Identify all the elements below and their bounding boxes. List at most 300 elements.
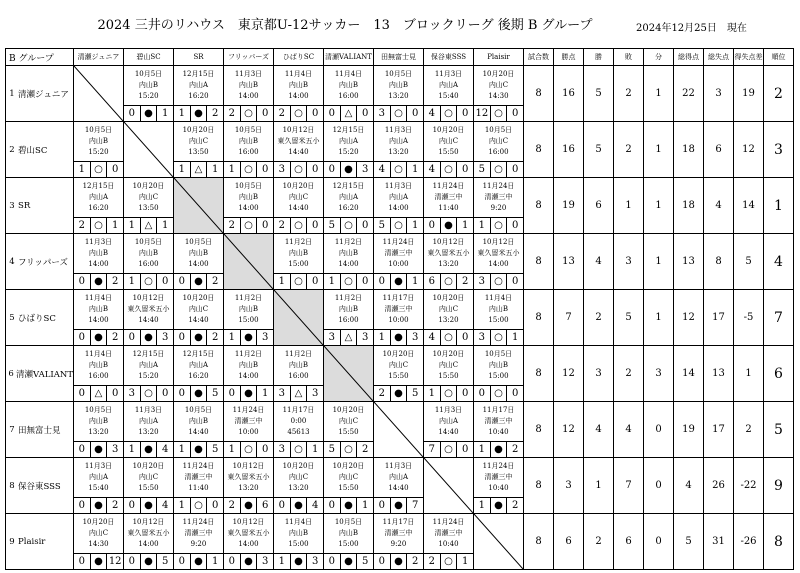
team-number: 9 (9, 536, 15, 547)
goals-against: 0 (111, 164, 119, 175)
team-number: 7 (9, 424, 15, 435)
goals-for: 2 (374, 386, 391, 401)
team-name-cell (6, 234, 74, 290)
goals-for: 1 (174, 106, 191, 121)
goals-against: 0 (261, 164, 269, 175)
rank-cell: 4 (764, 234, 794, 290)
match-venue: 東久留米五小 (227, 473, 270, 481)
match-time: 9:20 (190, 540, 207, 548)
goals-for: 1 (374, 330, 391, 345)
match-date: 10月20日 (482, 70, 515, 78)
goals-for: 2 (74, 218, 91, 233)
team-number: 8 (9, 480, 15, 491)
match-time: 13:20 (138, 428, 159, 436)
match-cell (274, 402, 324, 458)
stat-cell: 8 (524, 66, 554, 122)
goals-for: 0 (124, 106, 141, 121)
match-time: 10:00 (238, 428, 259, 436)
stat-cell: 8 (524, 514, 554, 570)
goals-for: 1 (124, 274, 141, 289)
goals-against: 3 (161, 332, 169, 343)
goals-for: 3 (324, 330, 341, 345)
goals-for: 0 (474, 386, 491, 401)
result-mark: ● (391, 386, 408, 401)
stat-cell: 1 (614, 178, 644, 234)
result-mark: ○ (491, 162, 508, 177)
match-cell (124, 66, 174, 122)
result-mark: ○ (441, 442, 458, 457)
match-date: 11月3日 (384, 126, 413, 134)
match-cell (424, 66, 474, 122)
goals-for: 2 (274, 218, 291, 233)
result-mark: ● (341, 554, 358, 569)
stat-cell: 4 (674, 458, 704, 514)
match-date: 11月2日 (234, 294, 263, 302)
goals-for: 1 (224, 162, 241, 177)
goals-against: 1 (161, 108, 169, 119)
match-cell (124, 178, 174, 234)
result-mark: △ (91, 386, 108, 401)
goals-against: 0 (311, 164, 319, 175)
match-cell (124, 234, 174, 290)
stat-cell: 7 (614, 458, 644, 514)
match-cell (374, 346, 424, 402)
team-name: 清瀬ジュニア (18, 89, 69, 100)
result-mark: ● (291, 554, 308, 569)
result-mark: ● (141, 106, 158, 121)
match-venue: 内山B (388, 81, 409, 89)
match-date: 10月12日 (232, 518, 265, 526)
goals-for: 1 (324, 274, 341, 289)
goals-for: 12 (474, 106, 491, 121)
as-of-date: 2024年12月25日 現在 (636, 23, 747, 34)
result-mark: ○ (141, 386, 158, 401)
result-mark: ● (141, 554, 158, 569)
match-venue: 東久留米五小 (127, 305, 170, 313)
match-venue: 東久留米五小 (277, 137, 320, 145)
goals-against: 4 (161, 444, 169, 455)
match-venue: 内山B (288, 361, 309, 369)
match-date: 11月3日 (434, 70, 463, 78)
stat-cell: 26 (704, 458, 734, 514)
team-name-cell (6, 346, 74, 402)
result-mark: ○ (241, 442, 258, 457)
match-time: 15:50 (438, 148, 459, 156)
result-mark: △ (341, 106, 358, 121)
match-date: 11月3日 (84, 462, 113, 470)
match-cell (474, 178, 524, 234)
match-time: 14:00 (488, 260, 509, 268)
match-cell (374, 178, 424, 234)
goals-against: 1 (161, 220, 169, 231)
match-date: 11月3日 (384, 182, 413, 190)
goals-for: 0 (374, 274, 391, 289)
match-time: 15:00 (338, 540, 359, 548)
match-cell (474, 290, 524, 346)
match-date: 10月20日 (132, 182, 165, 190)
match-venue: 東久留米五小 (477, 249, 520, 257)
result-mark: ● (191, 442, 208, 457)
match-venue: 内山C (438, 305, 459, 313)
team-number: 2 (9, 144, 15, 155)
result-mark: ○ (241, 106, 258, 121)
goals-for: 3 (374, 106, 391, 121)
goals-against: 2 (361, 444, 369, 455)
match-time: 13:20 (288, 484, 309, 492)
match-time: 10:00 (388, 316, 409, 324)
match-time: 15:00 (288, 540, 309, 548)
table-row (6, 66, 794, 122)
stat-cell: -26 (734, 514, 764, 570)
match-time: 13:50 (188, 148, 209, 156)
match-time: 13:20 (438, 260, 459, 268)
table-row (6, 346, 794, 402)
match-time: 14:40 (138, 316, 159, 324)
goals-against: 3 (361, 164, 369, 175)
column-header-team: ひばりSC (274, 49, 324, 66)
goals-for: 0 (324, 554, 341, 569)
match-time: 14:00 (288, 92, 309, 100)
goals-for: 3 (274, 442, 291, 457)
stat-cell: 14 (734, 178, 764, 234)
match-time: 11:40 (438, 204, 459, 212)
match-date: 10月20日 (432, 126, 465, 134)
match-cell (224, 66, 274, 122)
match-venue: 内山B (138, 249, 159, 257)
result-mark: ○ (291, 218, 308, 233)
goals-against: 0 (511, 164, 519, 175)
match-venue: 内山A (88, 193, 109, 201)
result-mark: ○ (441, 386, 458, 401)
match-cell (474, 234, 524, 290)
result-mark: ● (441, 218, 458, 233)
goals-for: 2 (224, 498, 241, 513)
match-venue: 内山A (188, 81, 209, 89)
result-mark: ● (341, 498, 358, 513)
match-venue: 清瀬三中 (484, 193, 513, 201)
stat-cell: 12 (554, 402, 584, 458)
stat-cell: 3 (584, 346, 614, 402)
match-date: 10月20日 (182, 294, 215, 302)
goals-against: 0 (511, 220, 519, 231)
match-date: 10月20日 (332, 462, 365, 470)
goals-against: 1 (511, 332, 519, 343)
result-mark: ● (491, 498, 508, 513)
result-mark: ○ (341, 442, 358, 457)
match-venue: 内山C (488, 137, 509, 145)
table-row (6, 402, 794, 458)
match-cell (324, 66, 374, 122)
match-date: 10月12日 (482, 238, 515, 246)
match-cell (374, 122, 424, 178)
match-date: 10月5日 (134, 70, 163, 78)
match-time: 14:00 (88, 260, 109, 268)
match-venue: 東久留米五小 (227, 529, 270, 537)
team-name: 碧山SC (18, 145, 48, 156)
goals-for: 0 (174, 330, 191, 345)
goals-for: 0 (174, 386, 191, 401)
result-mark: ● (91, 274, 108, 289)
result-mark: ● (91, 330, 108, 345)
goals-for: 1 (174, 442, 191, 457)
column-header-team: SR (174, 49, 224, 66)
team-number: 3 (9, 200, 15, 211)
match-venue: 東久留米五小 (127, 529, 170, 537)
match-time: 15:50 (338, 484, 359, 492)
match-time: 15:50 (438, 372, 459, 380)
match-date: 12月15日 (182, 70, 215, 78)
group-label: B グループ (6, 49, 74, 66)
match-venue: 内山B (238, 81, 259, 89)
match-venue: 内山A (138, 361, 159, 369)
match-time: 15:20 (138, 92, 159, 100)
stat-cell: 0 (644, 458, 674, 514)
match-venue: 清瀬三中 (384, 249, 413, 257)
result-mark: ● (191, 274, 208, 289)
match-time: 13:20 (238, 484, 259, 492)
goals-for: 0 (224, 386, 241, 401)
stat-cell: 3 (704, 66, 734, 122)
match-cell (224, 346, 274, 402)
match-date: 11月3日 (434, 406, 463, 414)
stat-cell: 16 (554, 122, 584, 178)
match-venue: 内山B (238, 361, 259, 369)
stat-cell: 8 (704, 234, 734, 290)
goals-against: 1 (311, 444, 319, 455)
stat-cell: 0 (644, 514, 674, 570)
result-mark: ○ (291, 274, 308, 289)
match-cell (124, 346, 174, 402)
column-header-stat: 勝 (584, 49, 614, 66)
goals-against: 0 (361, 276, 369, 287)
match-venue: 内山B (188, 249, 209, 257)
match-date: 10月20日 (82, 518, 115, 526)
match-cell (224, 514, 274, 570)
match-date: 10月5日 (134, 238, 163, 246)
stat-cell: 6 (614, 514, 644, 570)
match-time: 14:00 (138, 540, 159, 548)
match-time: 16:00 (88, 372, 109, 380)
match-time: 15:00 (488, 316, 509, 324)
match-time: 15:50 (388, 372, 409, 380)
match-time: 14:00 (338, 260, 359, 268)
match-date: 10月12日 (232, 462, 265, 470)
goals-for: 1 (274, 554, 291, 569)
result-mark: ● (241, 498, 258, 513)
diagonal-cell (274, 290, 324, 346)
match-time: 15:20 (338, 148, 359, 156)
stat-cell: 2 (584, 290, 614, 346)
match-date: 10月12日 (282, 126, 315, 134)
stat-cell: 19 (734, 66, 764, 122)
match-date: 11月4日 (84, 350, 113, 358)
goals-for: 1 (274, 274, 291, 289)
stat-cell: 8 (524, 402, 554, 458)
result-mark: ● (241, 554, 258, 569)
match-time: 15:20 (88, 148, 109, 156)
goals-for: 0 (174, 554, 191, 569)
diagonal-cell (74, 66, 124, 122)
goals-against: 3 (361, 332, 369, 343)
match-time: 16:00 (238, 148, 259, 156)
diagonal-cell (174, 178, 224, 234)
match-venue: 内山C (488, 81, 509, 89)
column-header-stat: 分 (644, 49, 674, 66)
match-time: 14:00 (238, 204, 259, 212)
stat-cell: 6 (554, 514, 584, 570)
match-venue: 内山B (138, 81, 159, 89)
goals-for: 0 (74, 274, 91, 289)
match-date: 10月20日 (382, 350, 415, 358)
result-mark: ○ (241, 218, 258, 233)
stat-cell: 3 (554, 458, 584, 514)
match-date: 11月2日 (334, 294, 363, 302)
goals-against: 3 (311, 388, 319, 399)
match-cell (424, 178, 474, 234)
match-time: 15:00 (488, 372, 509, 380)
match-cell (174, 66, 224, 122)
stat-cell: 4 (614, 402, 644, 458)
goals-against: 12 (108, 556, 122, 567)
stat-cell: 1 (644, 234, 674, 290)
match-venue: 内山C (188, 305, 209, 313)
stat-cell: 12 (554, 346, 584, 402)
goals-against: 0 (361, 220, 369, 231)
match-date: 10月20日 (132, 462, 165, 470)
result-mark: ○ (441, 106, 458, 121)
match-date: 10月5日 (234, 126, 263, 134)
goals-for: 4 (424, 330, 441, 345)
match-cell (374, 514, 424, 570)
stat-cell: 6 (584, 178, 614, 234)
goals-for: 4 (424, 106, 441, 121)
goals-against: 0 (461, 164, 469, 175)
team-name: 保谷東SSS (18, 481, 61, 492)
team-name-cell (6, 122, 74, 178)
match-time: 15:50 (138, 484, 159, 492)
match-time: 9:20 (390, 540, 407, 548)
stat-cell: 1 (644, 178, 674, 234)
match-date: 10月20日 (182, 126, 215, 134)
match-date: 10月5日 (84, 406, 113, 414)
team-number: 4 (9, 256, 15, 267)
result-mark: ● (191, 554, 208, 569)
match-cell (124, 290, 174, 346)
match-venue: 内山B (238, 305, 259, 313)
match-cell (324, 122, 374, 178)
match-time: 13:20 (388, 92, 409, 100)
match-venue: 内山A (188, 361, 209, 369)
goals-against: 0 (211, 500, 219, 511)
goals-against: 5 (361, 556, 369, 567)
match-venue: 内山B (88, 137, 109, 145)
match-cell (424, 402, 474, 458)
match-date: 11月24日 (182, 462, 215, 470)
stat-cell: 3 (614, 234, 644, 290)
goals-for: 5 (324, 442, 341, 457)
match-cell (74, 122, 124, 178)
goals-against: 2 (111, 332, 119, 343)
match-venue: 清瀬三中 (184, 473, 213, 481)
result-mark: ● (141, 498, 158, 513)
match-date: 10月5日 (184, 406, 213, 414)
match-date: 10月5日 (234, 182, 263, 190)
goals-for: 0 (224, 554, 241, 569)
match-cell (274, 122, 324, 178)
goals-for: 1 (424, 386, 441, 401)
goals-for: 0 (374, 498, 391, 513)
goals-against: 0 (461, 388, 469, 399)
goals-against: 0 (111, 388, 119, 399)
match-time: 13:20 (88, 428, 109, 436)
match-cell (224, 290, 274, 346)
stat-cell: 8 (524, 122, 554, 178)
match-cell (474, 122, 524, 178)
goals-against: 1 (411, 276, 419, 287)
result-mark: ○ (91, 218, 108, 233)
goals-for: 0 (274, 498, 291, 513)
match-cell (424, 234, 474, 290)
goals-for: 0 (374, 554, 391, 569)
team-name: Plaisir (18, 536, 46, 547)
column-header-stat: 総失点 (704, 49, 734, 66)
goals-against: 0 (411, 108, 419, 119)
result-mark: ○ (491, 218, 508, 233)
goals-for: 0 (74, 330, 91, 345)
stat-cell: 31 (704, 514, 734, 570)
match-cell (174, 290, 224, 346)
goals-for: 0 (324, 162, 341, 177)
goals-for: 4 (424, 162, 441, 177)
stat-cell: 2 (614, 122, 644, 178)
match-time: 9:20 (490, 204, 507, 212)
match-time: 14:40 (188, 428, 209, 436)
match-cell (74, 178, 124, 234)
goals-for: 0 (324, 498, 341, 513)
column-header-team: 保谷東SSS (424, 49, 474, 66)
stat-cell: 12 (674, 290, 704, 346)
match-venue: 清瀬三中 (234, 417, 263, 425)
goals-against: 6 (261, 500, 269, 511)
rank-cell: 9 (764, 458, 794, 514)
stat-cell: 18 (674, 178, 704, 234)
page-title: 2024 三井のリハウス 東京都U-12サッカー 13 ブロックリーグ 後期 B グループ (97, 18, 593, 33)
result-mark: ○ (441, 162, 458, 177)
result-mark: ● (191, 330, 208, 345)
match-cell (324, 234, 374, 290)
match-date: 11月24日 (232, 406, 265, 414)
goals-for: 2 (274, 106, 291, 121)
goals-against: 0 (461, 108, 469, 119)
match-time: 11:40 (188, 484, 209, 492)
goals-against: 4 (161, 500, 169, 511)
match-cell (174, 402, 224, 458)
match-venue: 清瀬三中 (484, 473, 513, 481)
match-date: 11月24日 (432, 518, 465, 526)
match-venue: 内山B (238, 137, 259, 145)
goals-against: 4 (311, 500, 319, 511)
rank-cell: 5 (764, 402, 794, 458)
result-mark: ● (391, 274, 408, 289)
goals-against: 2 (211, 108, 219, 119)
goals-for: 5 (374, 218, 391, 233)
column-header-stat: 敗 (614, 49, 644, 66)
match-date: 10月20日 (282, 182, 315, 190)
result-mark: ○ (391, 162, 408, 177)
stat-cell: 5 (584, 66, 614, 122)
stat-cell: 7 (554, 290, 584, 346)
match-venue: 内山B (338, 305, 359, 313)
